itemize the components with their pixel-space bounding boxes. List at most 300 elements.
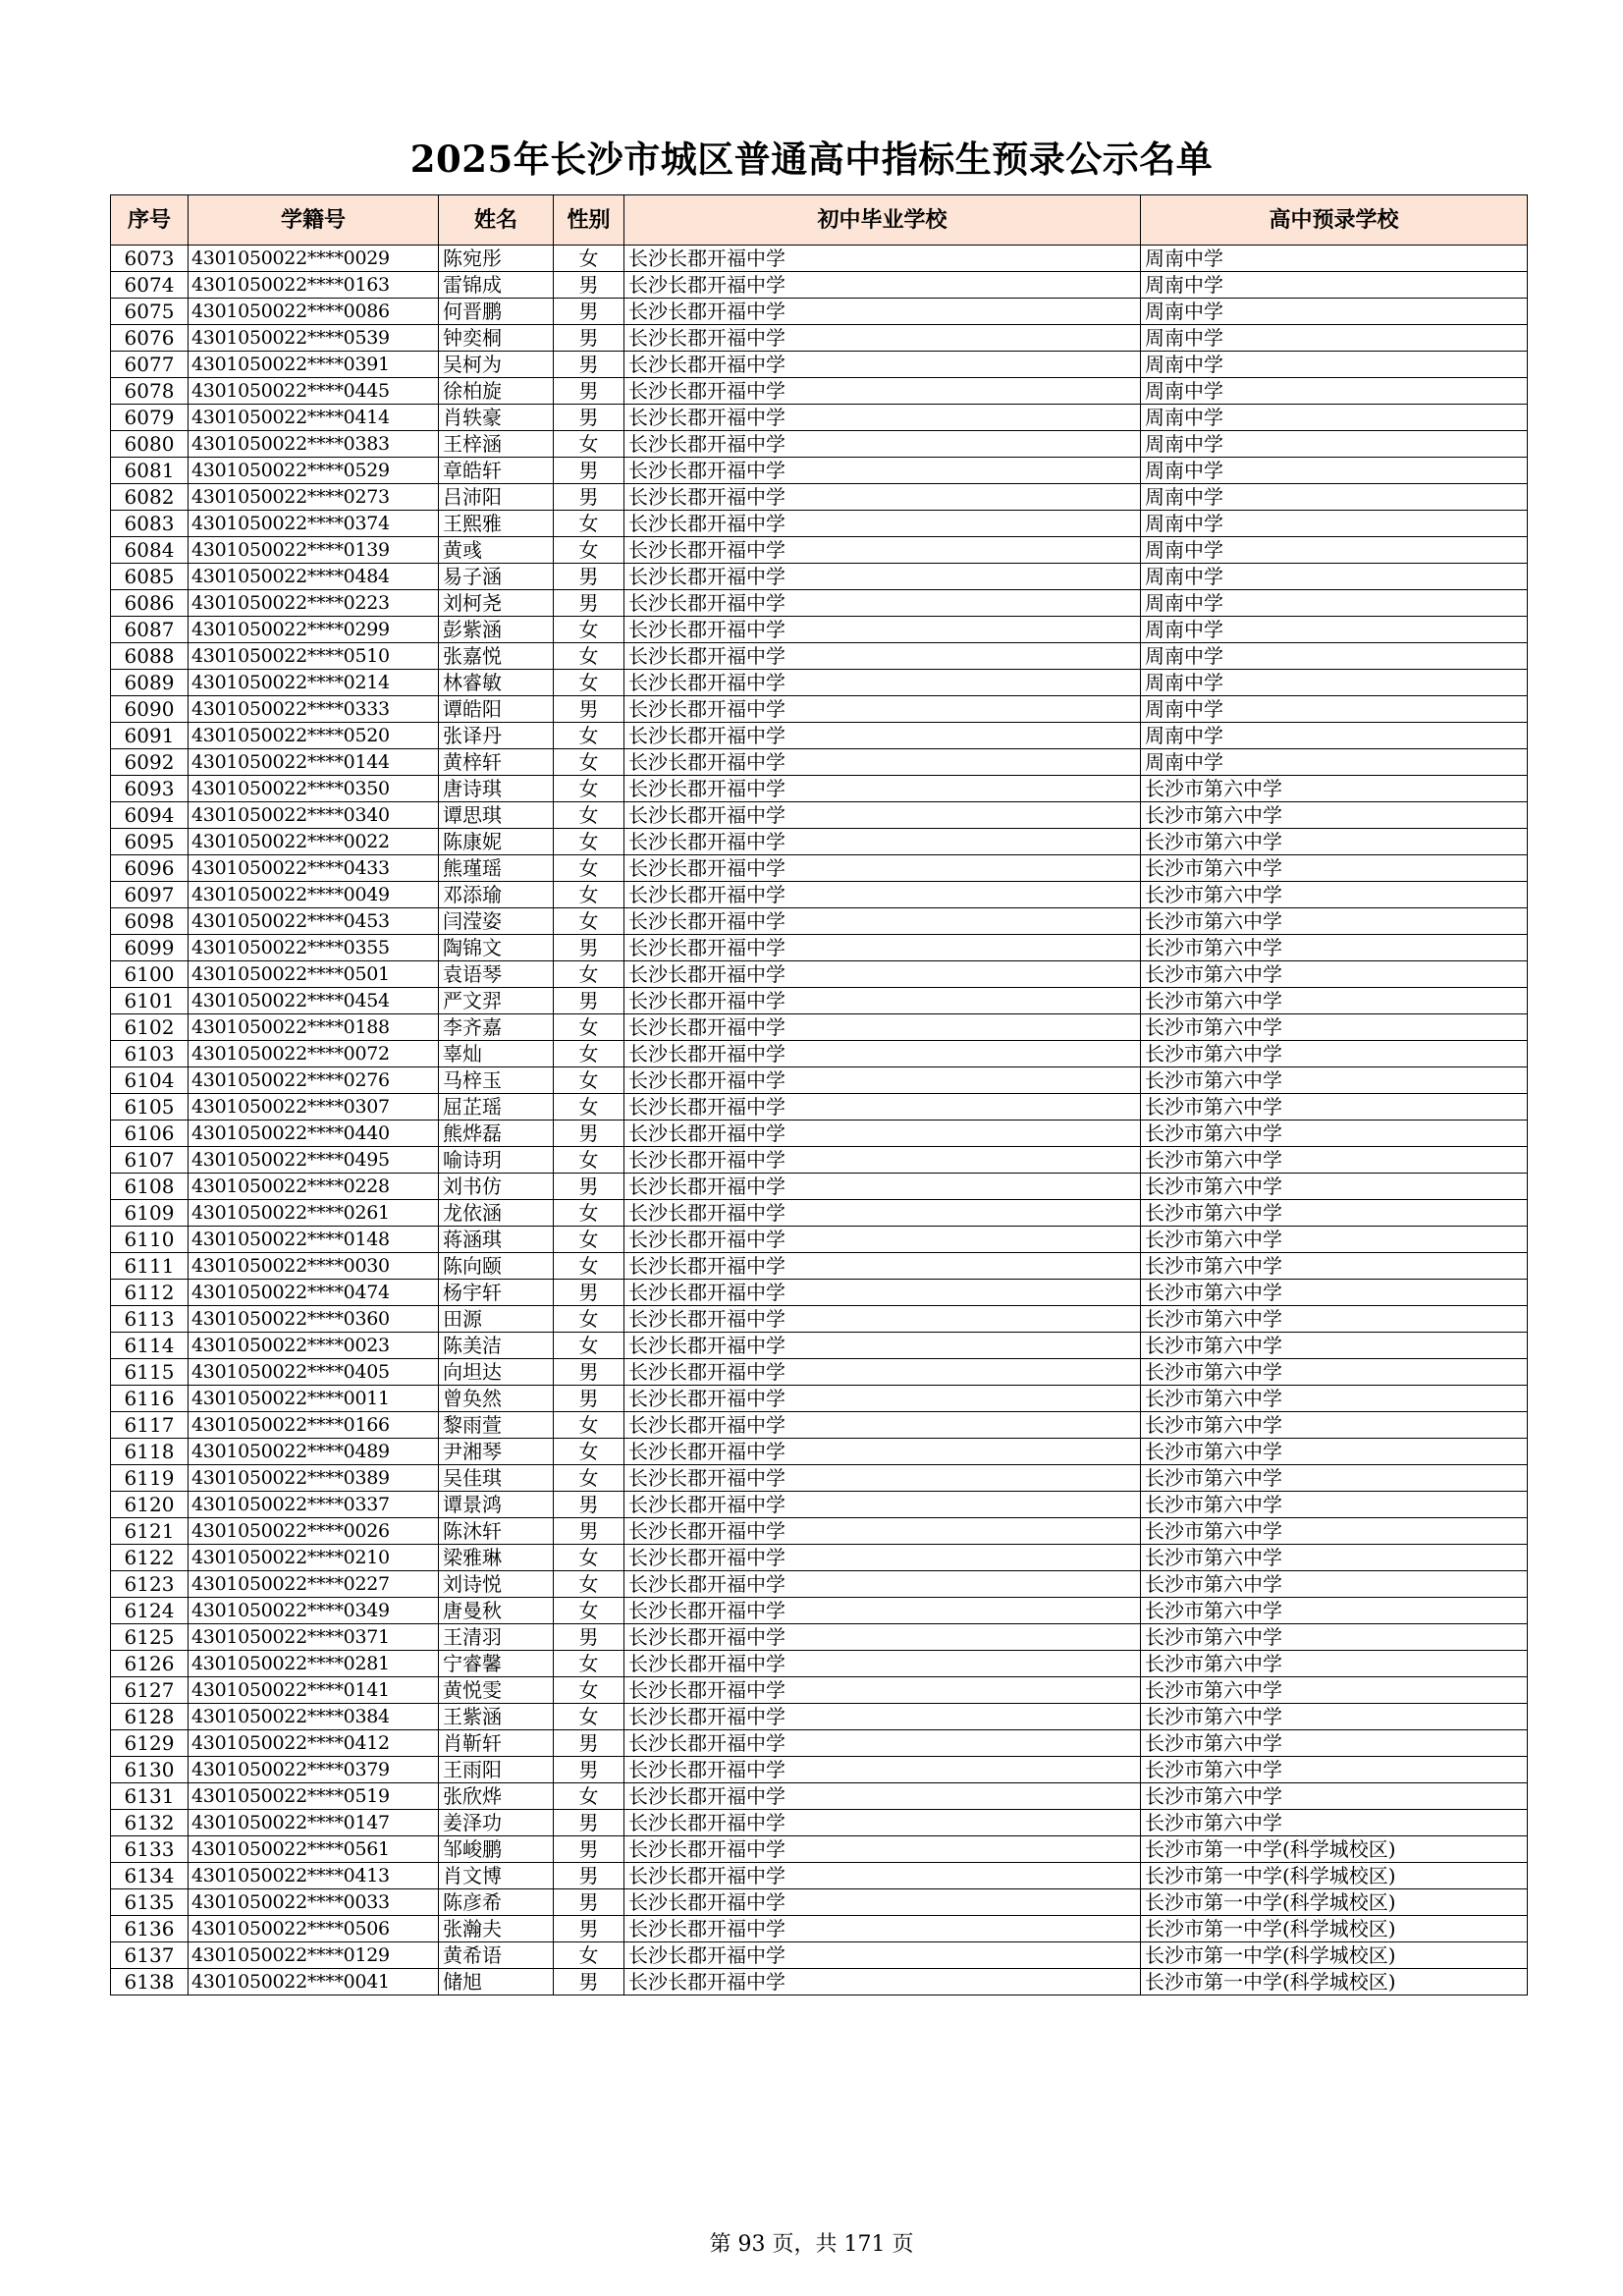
cell-gender: 男: [554, 1359, 624, 1386]
cell-high-school: 长沙市第六中学: [1141, 1333, 1528, 1359]
cell-student-id: 4301050022****0276: [189, 1067, 439, 1094]
cell-high-school: 长沙市第六中学: [1141, 1359, 1528, 1386]
cell-seq: 6076: [111, 325, 189, 352]
table-row: [111, 1174, 1528, 1200]
cell-gender: 男: [554, 325, 624, 352]
table-row: [111, 272, 1528, 299]
cell-high-school: 长沙市第六中学: [1141, 1492, 1528, 1518]
table-row: [111, 1094, 1528, 1121]
table-row: [111, 1200, 1528, 1227]
table-row: [111, 1147, 1528, 1174]
cell-student-id: 4301050022****0139: [189, 537, 439, 564]
cell-middle-school: 长沙长郡开福中学: [624, 1359, 1141, 1386]
table-row: [111, 1333, 1528, 1359]
cell-name: 吕沛阳: [439, 484, 554, 511]
cell-middle-school: 长沙长郡开福中学: [624, 537, 1141, 564]
cell-gender: 女: [554, 1200, 624, 1227]
table-row: [111, 1783, 1528, 1810]
cell-gender: 男: [554, 1863, 624, 1889]
cell-seq: 6116: [111, 1386, 189, 1412]
table-row: [111, 458, 1528, 484]
page-title: 2025年长沙市城区普通高中指标生预录公示名单: [409, 137, 1214, 181]
table-row: [111, 325, 1528, 352]
cell-middle-school: 长沙长郡开福中学: [624, 670, 1141, 696]
cell-student-id: 4301050022****0273: [189, 484, 439, 511]
cell-name: 杨宇轩: [439, 1280, 554, 1306]
cell-gender: 女: [554, 908, 624, 935]
cell-middle-school: 长沙长郡开福中学: [624, 378, 1141, 405]
cell-student-id: 4301050022****0299: [189, 617, 439, 643]
cell-middle-school: 长沙长郡开福中学: [624, 1067, 1141, 1094]
cell-gender: 男: [554, 1492, 624, 1518]
cell-seq: 6073: [111, 246, 189, 272]
cell-gender: 男: [554, 378, 624, 405]
cell-name: 黄悦雯: [439, 1677, 554, 1704]
cell-seq: 6115: [111, 1359, 189, 1386]
table-row: [111, 696, 1528, 723]
table-row: [111, 1041, 1528, 1067]
cell-seq: 6113: [111, 1306, 189, 1333]
cell-gender: 女: [554, 1704, 624, 1730]
cell-gender: 女: [554, 749, 624, 776]
cell-gender: 女: [554, 776, 624, 802]
cell-high-school: 长沙市第六中学: [1141, 1624, 1528, 1651]
cell-name: 王清羽: [439, 1624, 554, 1651]
cell-name: 唐曼秋: [439, 1598, 554, 1624]
cell-student-id: 4301050022****0389: [189, 1465, 439, 1492]
table-row: [111, 1412, 1528, 1439]
table-row: [111, 299, 1528, 325]
cell-middle-school: 长沙长郡开福中学: [624, 802, 1141, 829]
cell-student-id: 4301050022****0086: [189, 299, 439, 325]
cell-gender: 女: [554, 1067, 624, 1094]
cell-high-school: 长沙市第六中学: [1141, 908, 1528, 935]
cell-middle-school: 长沙长郡开福中学: [624, 1624, 1141, 1651]
cell-student-id: 4301050022****0355: [189, 935, 439, 961]
cell-high-school: 长沙市第一中学(科学城校区): [1141, 1863, 1528, 1889]
cell-high-school: 长沙市第六中学: [1141, 1121, 1528, 1147]
cell-student-id: 4301050022****0033: [189, 1889, 439, 1916]
table-row: [111, 1598, 1528, 1624]
cell-student-id: 4301050022****0484: [189, 564, 439, 590]
cell-high-school: 周南中学: [1141, 511, 1528, 537]
cell-high-school: 长沙市第六中学: [1141, 1041, 1528, 1067]
cell-student-id: 4301050022****0539: [189, 325, 439, 352]
cell-name: 向坦达: [439, 1359, 554, 1386]
cell-high-school: 长沙市第六中学: [1141, 961, 1528, 988]
cell-student-id: 4301050022****0228: [189, 1174, 439, 1200]
cell-student-id: 4301050022****0489: [189, 1439, 439, 1465]
cell-seq: 6122: [111, 1545, 189, 1571]
table-row: [111, 1227, 1528, 1253]
cell-student-id: 4301050022****0474: [189, 1280, 439, 1306]
cell-high-school: 长沙市第一中学(科学城校区): [1141, 1836, 1528, 1863]
cell-seq: 6100: [111, 961, 189, 988]
cell-middle-school: 长沙长郡开福中学: [624, 1014, 1141, 1041]
cell-high-school: 周南中学: [1141, 325, 1528, 352]
cell-seq: 6111: [111, 1253, 189, 1280]
cell-name: 雷锦成: [439, 272, 554, 299]
table-row: [111, 1067, 1528, 1094]
column-header-name: 姓名: [439, 195, 554, 246]
cell-name: 肖轶豪: [439, 405, 554, 431]
cell-seq: 6081: [111, 458, 189, 484]
table-row: [111, 352, 1528, 378]
cell-seq: 6119: [111, 1465, 189, 1492]
cell-gender: 女: [554, 246, 624, 272]
cell-name: 易子涵: [439, 564, 554, 590]
cell-student-id: 4301050022****0349: [189, 1598, 439, 1624]
cell-middle-school: 长沙长郡开福中学: [624, 1836, 1141, 1863]
cell-middle-school: 长沙长郡开福中学: [624, 1094, 1141, 1121]
cell-name: 黄希语: [439, 1942, 554, 1969]
cell-gender: 男: [554, 1624, 624, 1651]
cell-name: 熊瑾瑶: [439, 855, 554, 882]
cell-middle-school: 长沙长郡开福中学: [624, 1598, 1141, 1624]
cell-gender: 女: [554, 1465, 624, 1492]
cell-middle-school: 长沙长郡开福中学: [624, 1545, 1141, 1571]
cell-student-id: 4301050022****0144: [189, 749, 439, 776]
cell-middle-school: 长沙长郡开福中学: [624, 1916, 1141, 1942]
cell-high-school: 长沙市第六中学: [1141, 1067, 1528, 1094]
cell-seq: 6135: [111, 1889, 189, 1916]
cell-gender: 男: [554, 1121, 624, 1147]
cell-middle-school: 长沙长郡开福中学: [624, 1492, 1141, 1518]
cell-student-id: 4301050022****0529: [189, 458, 439, 484]
table-row: [111, 1704, 1528, 1730]
cell-gender: 女: [554, 1306, 624, 1333]
cell-gender: 男: [554, 272, 624, 299]
cell-student-id: 4301050022****0041: [189, 1969, 439, 1995]
table-row: [111, 511, 1528, 537]
cell-gender: 男: [554, 1810, 624, 1836]
cell-high-school: 长沙市第六中学: [1141, 1253, 1528, 1280]
cell-seq: 6078: [111, 378, 189, 405]
cell-seq: 6093: [111, 776, 189, 802]
cell-high-school: 长沙市第六中学: [1141, 1810, 1528, 1836]
cell-seq: 6129: [111, 1730, 189, 1757]
cell-student-id: 4301050022****0384: [189, 1704, 439, 1730]
cell-middle-school: 长沙长郡开福中学: [624, 1704, 1141, 1730]
cell-name: 谭景鸿: [439, 1492, 554, 1518]
cell-seq: 6079: [111, 405, 189, 431]
cell-name: 谭思琪: [439, 802, 554, 829]
cell-student-id: 4301050022****0147: [189, 1810, 439, 1836]
cell-high-school: 长沙市第六中学: [1141, 1545, 1528, 1571]
cell-high-school: 长沙市第六中学: [1141, 1518, 1528, 1545]
table-row: [111, 405, 1528, 431]
cell-seq: 6120: [111, 1492, 189, 1518]
cell-middle-school: 长沙长郡开福中学: [624, 1200, 1141, 1227]
cell-high-school: 周南中学: [1141, 617, 1528, 643]
cell-middle-school: 长沙长郡开福中学: [624, 1280, 1141, 1306]
cell-middle-school: 长沙长郡开福中学: [624, 882, 1141, 908]
cell-middle-school: 长沙长郡开福中学: [624, 696, 1141, 723]
cell-name: 王紫涵: [439, 1704, 554, 1730]
cell-name: 辜灿: [439, 1041, 554, 1067]
cell-student-id: 4301050022****0520: [189, 723, 439, 749]
cell-student-id: 4301050022****0333: [189, 696, 439, 723]
cell-name: 唐诗琪: [439, 776, 554, 802]
cell-middle-school: 长沙长郡开福中学: [624, 1147, 1141, 1174]
cell-student-id: 4301050022****0030: [189, 1253, 439, 1280]
cell-seq: 6089: [111, 670, 189, 696]
cell-middle-school: 长沙长郡开福中学: [624, 1174, 1141, 1200]
cell-name: 张译丹: [439, 723, 554, 749]
cell-student-id: 4301050022****0129: [189, 1942, 439, 1969]
cell-name: 熊烨磊: [439, 1121, 554, 1147]
cell-gender: 女: [554, 511, 624, 537]
cell-student-id: 4301050022****0148: [189, 1227, 439, 1253]
cell-seq: 6130: [111, 1757, 189, 1783]
column-header-student-id: 学籍号: [189, 195, 439, 246]
cell-name: 王梓涵: [439, 431, 554, 458]
cell-student-id: 4301050022****0440: [189, 1121, 439, 1147]
admission-table: [110, 194, 1528, 1995]
cell-middle-school: 长沙长郡开福中学: [624, 1121, 1141, 1147]
cell-name: 喻诗玥: [439, 1147, 554, 1174]
table-row: [111, 1280, 1528, 1306]
table-row: [111, 1306, 1528, 1333]
table-row: [111, 1810, 1528, 1836]
cell-high-school: 周南中学: [1141, 405, 1528, 431]
cell-name: 肖靳轩: [439, 1730, 554, 1757]
table-row: [111, 829, 1528, 855]
cell-high-school: 长沙市第六中学: [1141, 1386, 1528, 1412]
cell-high-school: 长沙市第六中学: [1141, 1094, 1528, 1121]
cell-seq: 6095: [111, 829, 189, 855]
cell-name: 吴柯为: [439, 352, 554, 378]
cell-seq: 6085: [111, 564, 189, 590]
cell-student-id: 4301050022****0510: [189, 643, 439, 670]
cell-seq: 6114: [111, 1333, 189, 1359]
cell-gender: 男: [554, 1730, 624, 1757]
cell-middle-school: 长沙长郡开福中学: [624, 723, 1141, 749]
cell-name: 彭紫涵: [439, 617, 554, 643]
cell-student-id: 4301050022****0023: [189, 1333, 439, 1359]
cell-name: 陈向颐: [439, 1253, 554, 1280]
cell-gender: 女: [554, 882, 624, 908]
cell-name: 闫滢姿: [439, 908, 554, 935]
table-row: [111, 1571, 1528, 1598]
table-row: [111, 1942, 1528, 1969]
cell-middle-school: 长沙长郡开福中学: [624, 1227, 1141, 1253]
cell-middle-school: 长沙长郡开福中学: [624, 272, 1141, 299]
cell-middle-school: 长沙长郡开福中学: [624, 1518, 1141, 1545]
cell-seq: 6087: [111, 617, 189, 643]
cell-high-school: 长沙市第六中学: [1141, 1571, 1528, 1598]
cell-high-school: 周南中学: [1141, 431, 1528, 458]
cell-student-id: 4301050022****0261: [189, 1200, 439, 1227]
cell-high-school: 长沙市第六中学: [1141, 1147, 1528, 1174]
cell-student-id: 4301050022****0163: [189, 272, 439, 299]
cell-gender: 女: [554, 1147, 624, 1174]
cell-middle-school: 长沙长郡开福中学: [624, 1306, 1141, 1333]
table-row: [111, 1889, 1528, 1916]
cell-seq: 6108: [111, 1174, 189, 1200]
cell-high-school: 周南中学: [1141, 299, 1528, 325]
page-number-footer: 第 93 页，共 171 页: [709, 2232, 914, 2257]
table-row: [111, 855, 1528, 882]
cell-seq: 6084: [111, 537, 189, 564]
table-row: [111, 246, 1528, 272]
cell-high-school: 长沙市第六中学: [1141, 1783, 1528, 1810]
cell-name: 黎雨萱: [439, 1412, 554, 1439]
cell-middle-school: 长沙长郡开福中学: [624, 829, 1141, 855]
cell-middle-school: 长沙长郡开福中学: [624, 431, 1141, 458]
cell-gender: 女: [554, 1412, 624, 1439]
cell-middle-school: 长沙长郡开福中学: [624, 1439, 1141, 1465]
cell-seq: 6082: [111, 484, 189, 511]
cell-name: 肖文博: [439, 1863, 554, 1889]
cell-student-id: 4301050022****0405: [189, 1359, 439, 1386]
table-row: [111, 988, 1528, 1014]
cell-gender: 女: [554, 1545, 624, 1571]
table-row: [111, 1253, 1528, 1280]
cell-high-school: 长沙市第六中学: [1141, 855, 1528, 882]
cell-name: 蒋涵琪: [439, 1227, 554, 1253]
cell-student-id: 4301050022****0445: [189, 378, 439, 405]
table-row: [111, 1014, 1528, 1041]
table-row: [111, 1359, 1528, 1386]
cell-middle-school: 长沙长郡开福中学: [624, 1969, 1141, 1995]
column-header-middle-school: 初中毕业学校: [624, 195, 1141, 246]
cell-gender: 女: [554, 617, 624, 643]
cell-student-id: 4301050022****0412: [189, 1730, 439, 1757]
cell-seq: 6112: [111, 1280, 189, 1306]
cell-high-school: 长沙市第六中学: [1141, 1014, 1528, 1041]
cell-gender: 男: [554, 405, 624, 431]
table-row: [111, 537, 1528, 564]
table-row: [111, 590, 1528, 617]
cell-student-id: 4301050022****0223: [189, 590, 439, 617]
cell-student-id: 4301050022****0454: [189, 988, 439, 1014]
cell-gender: 女: [554, 1227, 624, 1253]
cell-high-school: 长沙市第六中学: [1141, 1465, 1528, 1492]
table-header-row: [111, 195, 1528, 246]
cell-gender: 男: [554, 458, 624, 484]
cell-name: 徐柏旋: [439, 378, 554, 405]
cell-seq: 6074: [111, 272, 189, 299]
cell-student-id: 4301050022****0340: [189, 802, 439, 829]
cell-student-id: 4301050022****0453: [189, 908, 439, 935]
table-row: [111, 1651, 1528, 1677]
cell-name: 谭皓阳: [439, 696, 554, 723]
cell-name: 张嘉悦: [439, 643, 554, 670]
cell-gender: 女: [554, 1651, 624, 1677]
cell-name: 严文羿: [439, 988, 554, 1014]
cell-seq: 6088: [111, 643, 189, 670]
cell-gender: 男: [554, 1757, 624, 1783]
cell-middle-school: 长沙长郡开福中学: [624, 1863, 1141, 1889]
cell-student-id: 4301050022****0011: [189, 1386, 439, 1412]
cell-gender: 女: [554, 855, 624, 882]
cell-middle-school: 长沙长郡开福中学: [624, 1889, 1141, 1916]
cell-student-id: 4301050022****0561: [189, 1836, 439, 1863]
cell-seq: 6123: [111, 1571, 189, 1598]
cell-high-school: 周南中学: [1141, 723, 1528, 749]
cell-student-id: 4301050022****0210: [189, 1545, 439, 1571]
cell-middle-school: 长沙长郡开福中学: [624, 1571, 1141, 1598]
cell-name: 黄彧: [439, 537, 554, 564]
cell-student-id: 4301050022****0026: [189, 1518, 439, 1545]
cell-gender: 女: [554, 431, 624, 458]
cell-seq: 6099: [111, 935, 189, 961]
cell-seq: 6137: [111, 1942, 189, 1969]
cell-student-id: 4301050022****0371: [189, 1624, 439, 1651]
cell-gender: 女: [554, 829, 624, 855]
table-row: [111, 935, 1528, 961]
cell-high-school: 长沙市第一中学(科学城校区): [1141, 1942, 1528, 1969]
cell-gender: 男: [554, 484, 624, 511]
cell-middle-school: 长沙长郡开福中学: [624, 1465, 1141, 1492]
cell-name: 张瀚夫: [439, 1916, 554, 1942]
cell-middle-school: 长沙长郡开福中学: [624, 1757, 1141, 1783]
cell-seq: 6126: [111, 1651, 189, 1677]
cell-student-id: 4301050022****0029: [189, 246, 439, 272]
cell-middle-school: 长沙长郡开福中学: [624, 1041, 1141, 1067]
cell-name: 黄梓轩: [439, 749, 554, 776]
cell-high-school: 长沙市第一中学(科学城校区): [1141, 1889, 1528, 1916]
cell-middle-school: 长沙长郡开福中学: [624, 325, 1141, 352]
cell-high-school: 周南中学: [1141, 590, 1528, 617]
cell-gender: 女: [554, 1439, 624, 1465]
table-row: [111, 749, 1528, 776]
cell-gender: 男: [554, 352, 624, 378]
cell-name: 陈沐轩: [439, 1518, 554, 1545]
cell-student-id: 4301050022****0391: [189, 352, 439, 378]
cell-high-school: 周南中学: [1141, 352, 1528, 378]
table-row: [111, 1863, 1528, 1889]
cell-seq: 6110: [111, 1227, 189, 1253]
table-row: [111, 564, 1528, 590]
cell-gender: 女: [554, 537, 624, 564]
cell-student-id: 4301050022****0383: [189, 431, 439, 458]
cell-seq: 6077: [111, 352, 189, 378]
cell-gender: 女: [554, 1942, 624, 1969]
cell-high-school: 周南中学: [1141, 564, 1528, 590]
cell-gender: 女: [554, 1253, 624, 1280]
cell-middle-school: 长沙长郡开福中学: [624, 352, 1141, 378]
cell-name: 刘书仿: [439, 1174, 554, 1200]
cell-middle-school: 长沙长郡开福中学: [624, 643, 1141, 670]
cell-gender: 女: [554, 1014, 624, 1041]
cell-high-school: 长沙市第六中学: [1141, 829, 1528, 855]
cell-high-school: 长沙市第六中学: [1141, 1651, 1528, 1677]
cell-high-school: 长沙市第六中学: [1141, 802, 1528, 829]
cell-name: 王熙雅: [439, 511, 554, 537]
cell-middle-school: 长沙长郡开福中学: [624, 1783, 1141, 1810]
cell-gender: 女: [554, 1041, 624, 1067]
cell-high-school: 长沙市第六中学: [1141, 882, 1528, 908]
table-row: [111, 723, 1528, 749]
cell-seq: 6096: [111, 855, 189, 882]
cell-seq: 6136: [111, 1916, 189, 1942]
cell-high-school: 长沙市第六中学: [1141, 1227, 1528, 1253]
cell-high-school: 长沙市第六中学: [1141, 1598, 1528, 1624]
cell-gender: 女: [554, 1677, 624, 1704]
cell-name: 梁雅琳: [439, 1545, 554, 1571]
cell-gender: 男: [554, 1836, 624, 1863]
cell-seq: 6075: [111, 299, 189, 325]
cell-high-school: 长沙市第一中学(科学城校区): [1141, 1969, 1528, 1995]
table-row: [111, 1730, 1528, 1757]
cell-middle-school: 长沙长郡开福中学: [624, 484, 1141, 511]
cell-middle-school: 长沙长郡开福中学: [624, 1651, 1141, 1677]
cell-high-school: 长沙市第六中学: [1141, 1730, 1528, 1757]
cell-name: 邓添瑜: [439, 882, 554, 908]
cell-seq: 6094: [111, 802, 189, 829]
